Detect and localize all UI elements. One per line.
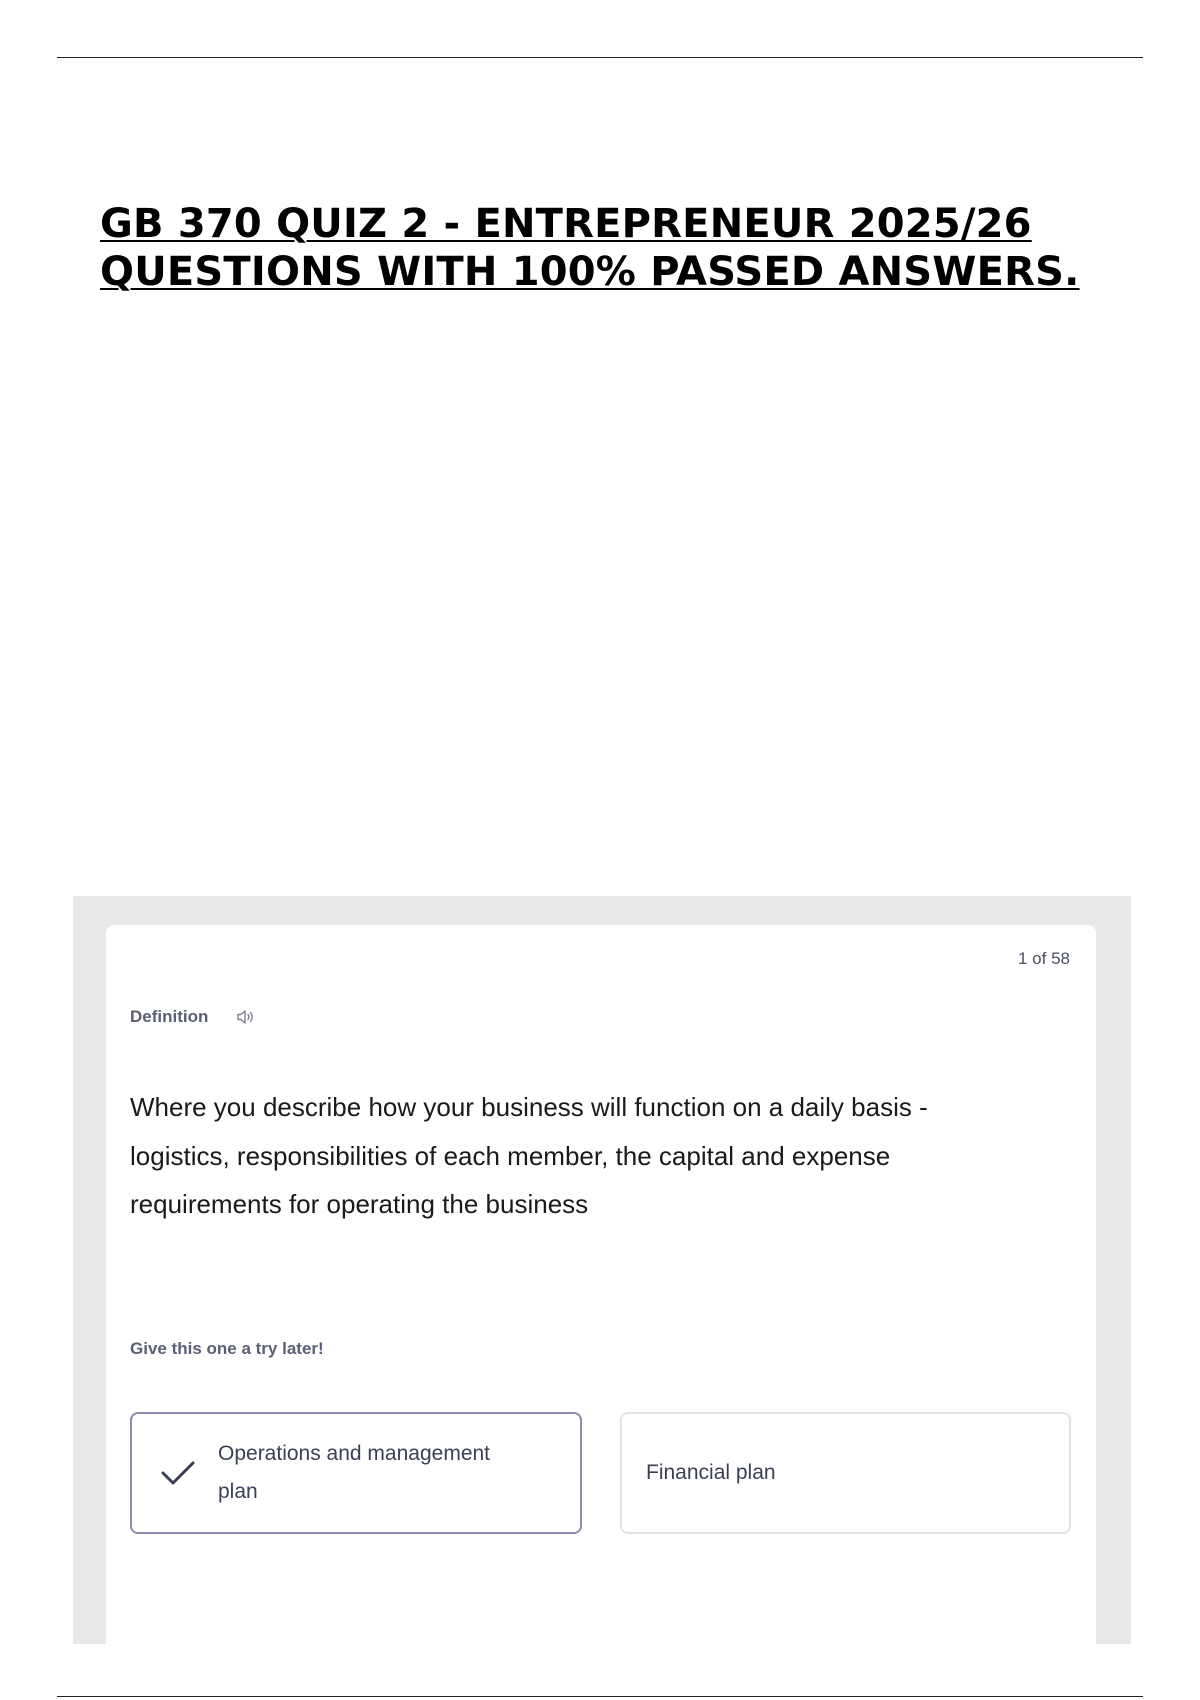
answer-option-label: Financial plan — [646, 1461, 776, 1484]
try-later-hint[interactable]: Give this one a try later! — [130, 1339, 324, 1358]
flashcard — [106, 925, 1096, 1644]
flashcard-screenshot — [73, 896, 1131, 1644]
checkmark-icon — [158, 1458, 198, 1488]
footer-rule — [57, 1696, 1143, 1697]
answer-option-label: Operations and management plan — [218, 1442, 491, 1503]
speaker-icon[interactable] — [236, 1008, 258, 1026]
answer-option-operations-plan[interactable] — [130, 1412, 582, 1534]
definition-label: Definition — [130, 1007, 209, 1026]
card-counter: 1 of 58 — [1018, 949, 1070, 968]
definition-text: Where you describe how your business will function on a daily basis - logistics, responsibilities of each member, the capital and expense requirements for operating the business — [130, 1092, 928, 1219]
answer-option-financial-plan[interactable] — [620, 1412, 1071, 1534]
document-title — [100, 200, 1140, 296]
card-kind-row — [130, 1007, 258, 1027]
document-title-line-2: QUESTIONS WITH 100% PASSED ANSWERS. — [100, 249, 1080, 295]
document-title-line-1: GB 370 QUIZ 2 - ENTREPRENEUR 2025/26 — [100, 201, 1032, 247]
header-rule — [57, 57, 1143, 58]
